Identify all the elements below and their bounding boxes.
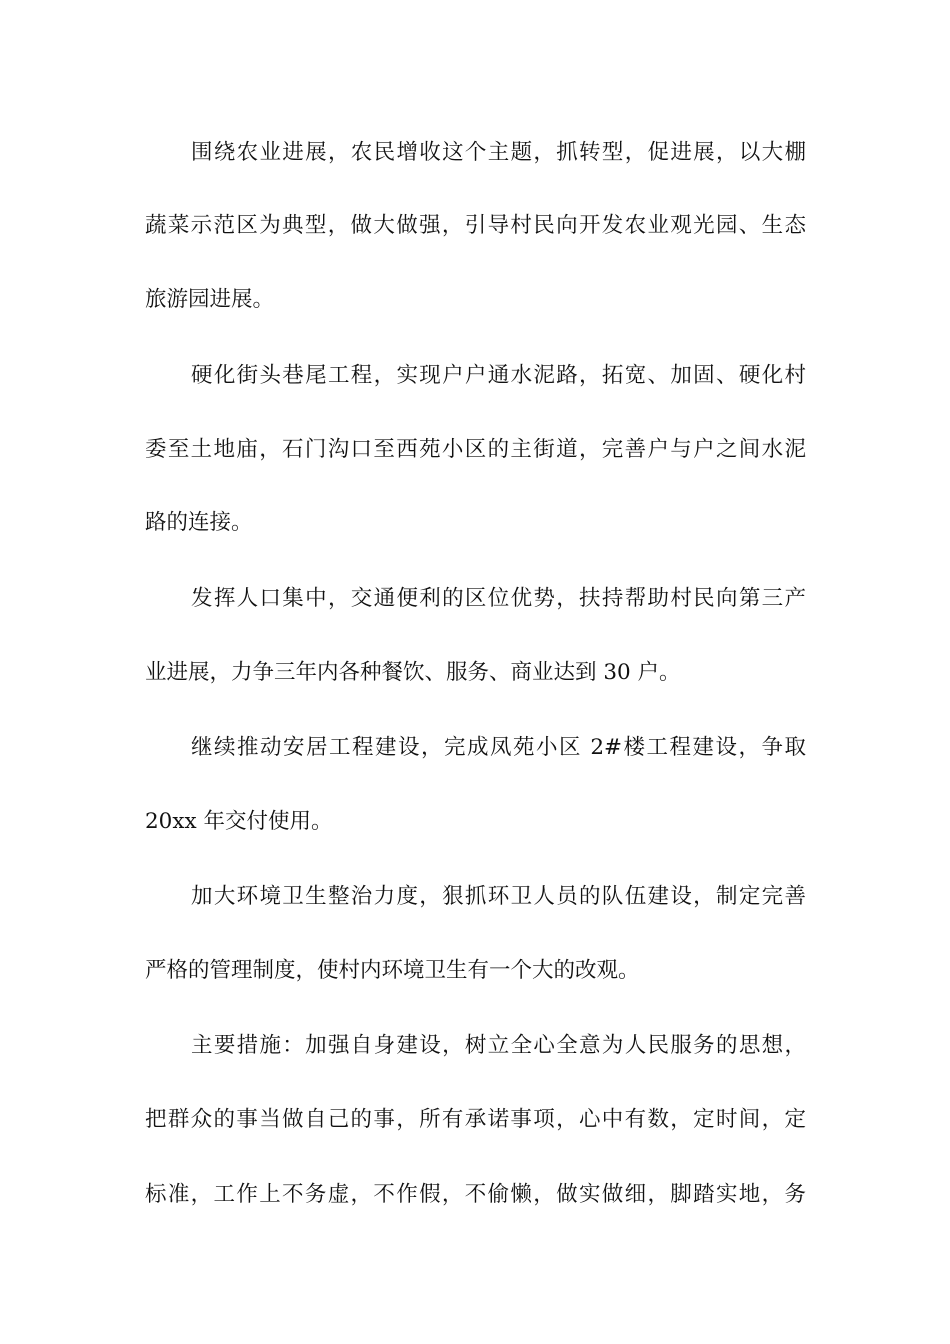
- paragraph-6-line-1: 主要措施：加强自身建设，树立全心全意为人民服务的思想，: [191, 1033, 806, 1058]
- paragraph-4-line-1: 继续推动安居工程建设，完成凤苑小区 2#楼工程建设，争取: [191, 735, 806, 760]
- paragraph-2-line-1: 硬化街头巷尾工程，实现户户通水泥路，拓宽、加固、硬化村: [191, 363, 806, 388]
- paragraph-4-line-2: 20xx 年交付使用。: [145, 809, 333, 834]
- paragraph-5-line-2: 严格的管理制度，使村内环境卫生有一个大的改观。: [145, 958, 640, 983]
- paragraph-1-line-1: 围绕农业进展，农民增收这个主题，抓转型，促进展，以大棚: [191, 140, 806, 165]
- paragraph-6-line-3: 标准，工作上不务虚，不作假，不偷懒，做实做细，脚踏实地，务: [145, 1182, 806, 1207]
- paragraph-5-line-1: 加大环境卫生整治力度，狠抓环卫人员的队伍建设，制定完善: [191, 884, 806, 909]
- paragraph-6-line-2: 把群众的事当做自己的事，所有承诺事项，心中有数，定时间，定: [145, 1107, 806, 1132]
- paragraph-2-line-3: 路的连接。: [145, 510, 253, 535]
- paragraph-1-line-3: 旅游园进展。: [145, 287, 275, 312]
- paragraph-2-line-2: 委至土地庙，石门沟口至西苑小区的主街道，完善户与户之间水泥: [145, 437, 806, 462]
- paragraph-1-line-2: 蔬菜示范区为典型，做大做强，引导村民向开发农业观光园、生态: [145, 213, 806, 238]
- paragraph-3-line-1: 发挥人口集中，交通便利的区位优势，扶持帮助村民向第三产: [191, 586, 806, 611]
- paragraph-3-line-2: 业进展，力争三年内各种餐饮、服务、商业达到 30 户。: [145, 660, 681, 685]
